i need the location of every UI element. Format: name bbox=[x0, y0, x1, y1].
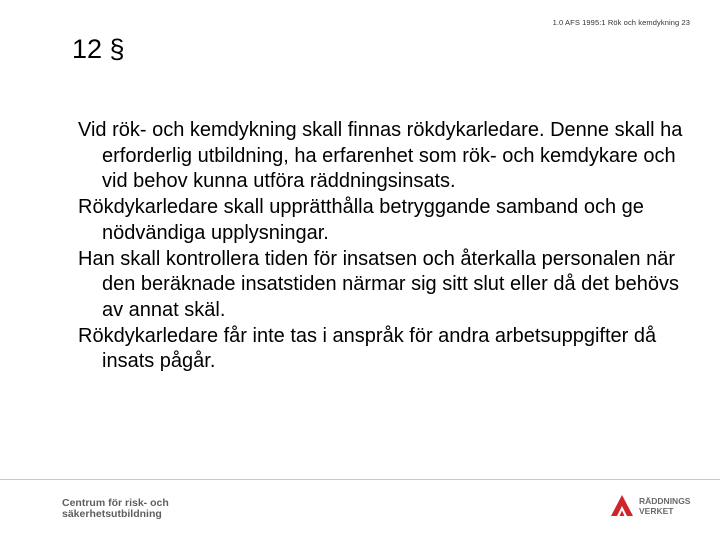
header-reference: 1.0 AFS 1995:1 Rök och kemdykning 23 bbox=[552, 18, 690, 27]
raddningsverket-logo-text bbox=[639, 496, 690, 516]
paragraph-3: Han skall kontrollera tiden för insatsen och återkalla personalen när den beräknade insatstiden närmar sig sitt slut eller då det behövs av annat skäl. bbox=[78, 247, 680, 321]
centrum-logo-line2: säkerhetsutbildning bbox=[62, 508, 162, 520]
raddningsverket-logo-icon bbox=[610, 494, 634, 518]
footer-divider bbox=[0, 479, 720, 480]
raddningsverket-line1: RÄDDNINGS bbox=[639, 496, 691, 506]
centrum-logo-line1: Centrum för risk- och bbox=[62, 497, 169, 509]
raddningsverket-logo bbox=[610, 494, 690, 518]
paragraph-4: Rökdykarledare får inte tas i anspråk för andra arbetsuppgifter då insats pågår. bbox=[78, 324, 657, 373]
centrum-logo bbox=[62, 498, 169, 520]
slide-title: 12 § bbox=[72, 34, 125, 64]
paragraph-1: Vid rök- och kemdykning skall finnas rökdykarledare. Denne skall ha erforderlig utbildning, ha erfarenhet som rök- och kemdykare och vid behov kunna utföra räddningsinsats. bbox=[78, 119, 683, 193]
paragraph-2: Rökdykarledare skall upprätthålla betryggande samband och ge nödvändiga upplysningar. bbox=[78, 196, 644, 244]
slide-body bbox=[78, 118, 688, 375]
raddningsverket-line2: VERKET bbox=[639, 506, 674, 516]
